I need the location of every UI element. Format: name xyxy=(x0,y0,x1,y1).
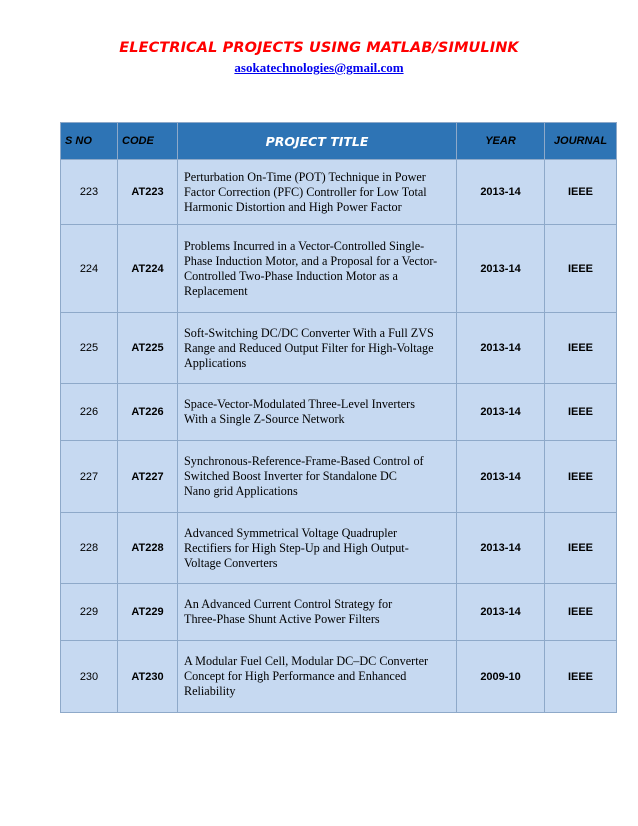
table-row xyxy=(61,160,617,225)
cell-sno: 227 xyxy=(61,441,118,513)
cell-journal: IEEE xyxy=(545,313,617,384)
column-header-code: CODE xyxy=(118,123,178,160)
project-title-line: With a Single Z-Source Network xyxy=(184,412,345,426)
project-title-line: Voltage Converters xyxy=(184,555,278,570)
project-title-line: Soft-Switching DC/DC Converter With a Full ZVS xyxy=(184,325,434,340)
project-title-line: Reliability xyxy=(184,684,236,698)
cell-project-title xyxy=(178,384,457,441)
project-title-line: Replacement xyxy=(184,283,248,298)
project-title-line: A Modular Fuel Cell, Modular DC–DC Converter xyxy=(184,654,429,668)
project-title-line: Space-Vector-Modulated Three-Level Inverters xyxy=(184,397,415,411)
project-title-line: An Advanced Current Control Strategy for xyxy=(184,597,393,611)
cell-sno: 224 xyxy=(61,225,118,313)
cell-journal: IEEE xyxy=(545,584,617,641)
project-title-line: Concept for High Performance and Enhanced xyxy=(184,669,407,683)
cell-journal: IEEE xyxy=(545,441,617,513)
table-header-row xyxy=(61,123,617,160)
cell-project-title xyxy=(178,225,457,313)
project-title-line: Perturbation On-Time (POT) Technique in Power xyxy=(184,169,426,184)
project-title-line: Controlled Two-Phase Induction Motor as a xyxy=(184,268,398,283)
email-link[interactable]: asokatechnologies@gmail.com xyxy=(234,60,404,75)
table-row xyxy=(61,513,617,584)
cell-project-title xyxy=(178,641,457,713)
cell-journal: IEEE xyxy=(545,160,617,225)
cell-code: AT223 xyxy=(118,160,178,225)
cell-code: AT226 xyxy=(118,384,178,441)
cell-code: AT230 xyxy=(118,641,178,713)
cell-sno: 229 xyxy=(61,584,118,641)
cell-year: 2013-14 xyxy=(457,584,545,641)
project-title-line: Phase Induction Motor, and a Proposal for a Vector- xyxy=(184,253,438,268)
column-header-title: PROJECT TITLE xyxy=(178,123,457,160)
project-title-line: Advanced Symmetrical Voltage Quadrupler xyxy=(184,525,398,540)
cell-year: 2013-14 xyxy=(457,441,545,513)
table-body xyxy=(61,160,617,713)
page-title: ELECTRICAL PROJECTS USING MATLAB/SIMULINK xyxy=(119,40,519,56)
project-title-line: Problems Incurred in a Vector-Controlled Single- xyxy=(184,238,425,253)
cell-sno: 228 xyxy=(61,513,118,584)
cell-project-title xyxy=(178,513,457,584)
table-row xyxy=(61,584,617,641)
cell-year: 2013-14 xyxy=(457,160,545,225)
cell-journal: IEEE xyxy=(545,225,617,313)
cell-project-title xyxy=(178,584,457,641)
projects-table xyxy=(60,122,617,713)
cell-year: 2013-14 xyxy=(457,313,545,384)
project-title-line: Harmonic Distortion and High Power Factor xyxy=(184,199,402,214)
cell-journal: IEEE xyxy=(545,641,617,713)
project-title-line: Nano grid Applications xyxy=(184,484,298,498)
table-row xyxy=(61,313,617,384)
cell-project-title xyxy=(178,441,457,513)
table-row xyxy=(61,641,617,713)
cell-code: AT228 xyxy=(118,513,178,584)
table-row xyxy=(61,441,617,513)
column-header-sno: S NO xyxy=(61,123,118,160)
column-header-year: YEAR xyxy=(457,123,545,160)
project-title-line: Three-Phase Shunt Active Power Filters xyxy=(184,612,380,626)
project-title-line: Rectifiers for High Step-Up and High Output- xyxy=(184,540,409,555)
table-row xyxy=(61,384,617,441)
project-title-line: Range and Reduced Output Filter for High-Voltage xyxy=(184,340,434,355)
cell-project-title xyxy=(178,313,457,384)
project-title-line: Applications xyxy=(184,355,247,370)
cell-year: 2013-14 xyxy=(457,225,545,313)
cell-project-title xyxy=(178,160,457,225)
cell-code: AT224 xyxy=(118,225,178,313)
cell-sno: 226 xyxy=(61,384,118,441)
cell-year: 2009-10 xyxy=(457,641,545,713)
cell-year: 2013-14 xyxy=(457,513,545,584)
cell-sno: 230 xyxy=(61,641,118,713)
cell-journal: IEEE xyxy=(545,513,617,584)
project-title-line: Synchronous-Reference-Frame-Based Control of xyxy=(184,454,424,468)
column-header-journal: JOURNAL xyxy=(545,123,617,160)
contact-email xyxy=(0,60,638,76)
cell-code: AT225 xyxy=(118,313,178,384)
cell-journal: IEEE xyxy=(545,384,617,441)
table-row xyxy=(61,225,617,313)
cell-code: AT229 xyxy=(118,584,178,641)
cell-year: 2013-14 xyxy=(457,384,545,441)
project-title-line: Factor Correction (PFC) Controller for Low Total xyxy=(184,184,427,199)
cell-sno: 223 xyxy=(61,160,118,225)
project-title-line: Switched Boost Inverter for Standalone DC xyxy=(184,469,397,483)
cell-code: AT227 xyxy=(118,441,178,513)
cell-sno: 225 xyxy=(61,313,118,384)
